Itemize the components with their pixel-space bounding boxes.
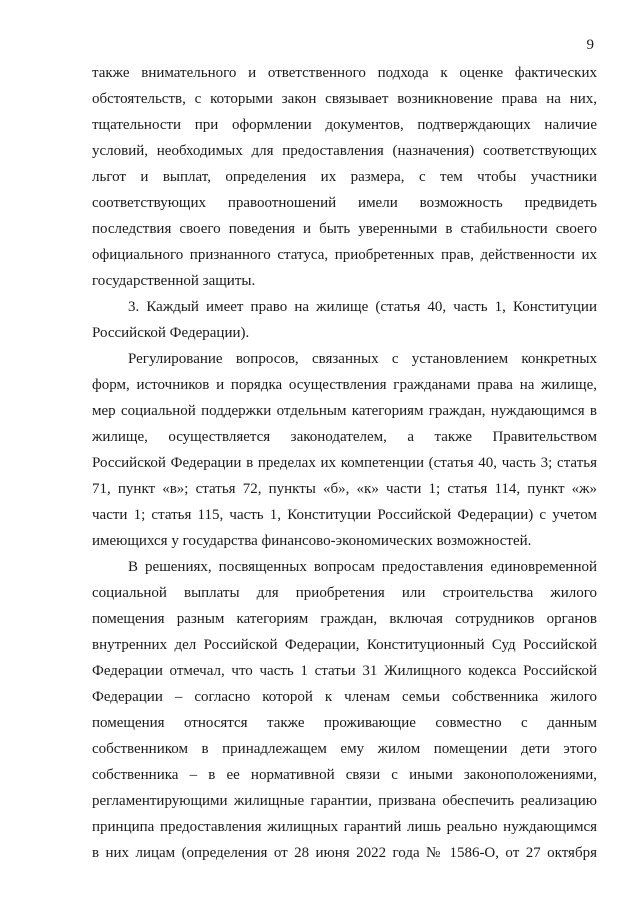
- text-line: условий, необходимых для предоставления (назначения) соответствующих: [92, 143, 597, 159]
- paragraph-continuation: [92, 60, 597, 294]
- text-line: внутренних дел Российской Федерации, Конституционный Суд Российской: [92, 637, 597, 653]
- text-line: помещения разным категориям граждан, включая сотрудников органов: [92, 611, 597, 627]
- text-line: форм, источников и порядка осуществления гражданами права на жилище,: [92, 377, 597, 393]
- text-line: имеющихся у государства финансово-экономических возможностей.: [92, 533, 532, 549]
- text-line: принципа предоставления жилищных гарантий лишь реально нуждающимся: [92, 819, 597, 835]
- paragraph-regulation: [92, 346, 597, 554]
- text-line: 71, пункт «в»; статья 72, пункты «б», «к» части 1; статья 114, пункт «ж»: [92, 481, 597, 497]
- text-line: регламентирующими жилищные гарантии, призвана обеспечить реализацию: [92, 793, 597, 809]
- text-line: 3. Каждый имеет право на жилище (статья 40, часть 1, Конституции: [128, 299, 597, 315]
- text-line: помещения относятся также проживающие совместно с данным: [92, 715, 597, 731]
- text-line: Федерации – согласно которой к членам семьи собственника жилого: [92, 689, 597, 705]
- text-line: официального признанного статуса, приобретенных прав, действенности их: [92, 247, 597, 263]
- text-line: в них лицам (определения от 28 июня 2022 года № 1586-О, от 27 октября: [92, 845, 597, 861]
- body-text: [92, 60, 597, 866]
- page-number: 9: [586, 37, 594, 53]
- paragraph-section-3: [92, 294, 597, 346]
- text-line: последствия своего поведения и быть уверенными в стабильности своего: [92, 221, 597, 237]
- text-line: обстоятельств, с которыми закон связывает возникновение права на них,: [92, 91, 597, 107]
- paragraph-decisions: [92, 554, 597, 866]
- text-line: также внимательного и ответственного подхода к оценке фактических: [92, 65, 597, 81]
- text-line: соответствующих правоотношений имели возможность предвидеть: [92, 195, 597, 211]
- text-line: Российской Федерации в пределах их компетенции (статья 40, часть 3; статья: [92, 455, 597, 471]
- text-line: Федерации отмечал, что часть 1 статьи 31 Жилищного кодекса Российской: [92, 663, 597, 679]
- text-line: социальной выплаты для приобретения или строительства жилого: [92, 585, 597, 601]
- text-line: Российской Федерации).: [92, 325, 250, 341]
- text-line: государственной защиты.: [92, 273, 256, 289]
- text-line: собственника – в ее нормативной связи с иными законоположениями,: [92, 767, 597, 783]
- text-line: части 1; статья 115, часть 1, Конституции Российской Федерации) с учетом: [92, 507, 597, 523]
- text-line: жилище, осуществляется законодателем, а также Правительством: [92, 429, 597, 445]
- text-line: тщательности при оформлении документов, подтверждающих наличие: [92, 117, 597, 133]
- text-line: льгот и выплат, определения их размера, с тем чтобы участники: [92, 169, 597, 185]
- text-line: В решениях, посвященных вопросам предоставления единовременной: [128, 559, 597, 575]
- text-line: Регулирование вопросов, связанных с установлением конкретных: [128, 351, 597, 367]
- text-line: собственником в принадлежащем ему жилом помещении дети этого: [92, 741, 597, 757]
- text-line: мер социальной поддержки отдельным категориям граждан, нуждающимся в: [92, 403, 597, 419]
